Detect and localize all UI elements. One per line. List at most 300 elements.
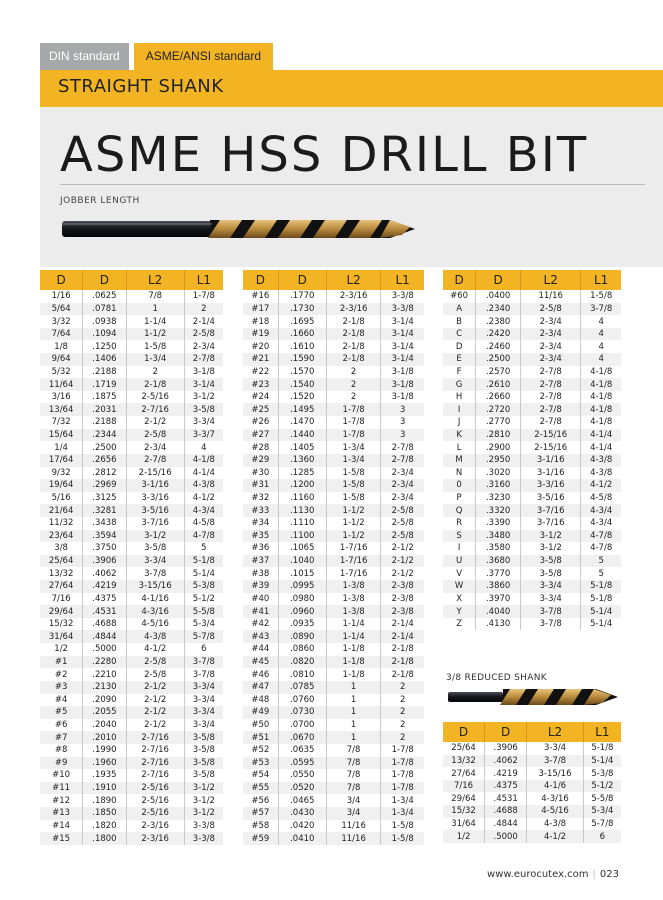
cell-l2: 3-1/2 [126, 530, 184, 543]
cell-d-fraction: 17/64 [40, 454, 83, 467]
page-number: 023 [599, 869, 619, 880]
cell-d-fraction: #19 [243, 328, 278, 341]
cell-l2: 1-1/8 [326, 643, 380, 656]
table-row [443, 315, 621, 328]
cell-d-decimal: .1990 [83, 744, 126, 757]
table-row [40, 656, 223, 669]
cell-d-fraction: 0 [443, 479, 476, 492]
cell-d-fraction: 3/8 [54, 543, 68, 554]
cell-d-fraction: #34 [251, 518, 270, 529]
cell-d-fraction: #30 [251, 467, 270, 478]
cell-l1: 4-1/8 [184, 454, 223, 467]
cell-l1: 3-5/8 [184, 757, 223, 770]
cell-d-decimal: .0625 [83, 290, 126, 303]
table-row [243, 492, 424, 505]
cell-d-decimal: .4844 [83, 630, 126, 643]
cell-d-fraction: #23 [243, 378, 278, 391]
cell-d-decimal: .1850 [83, 807, 126, 820]
cell-l2: 1-1/2 [326, 504, 380, 517]
cell-d-decimal: .4688 [485, 805, 527, 818]
cell-d-fraction: I [457, 543, 461, 554]
cell-d-fraction: #57 [243, 807, 278, 820]
cell-d-fraction: 11/64 [40, 378, 83, 391]
col-header-l2: L2 [521, 270, 581, 290]
cell-l1: 2-3/8 [381, 580, 424, 593]
cell-d-decimal: .1800 [83, 832, 126, 845]
cell-l2: 2 [126, 366, 184, 379]
col-header-l1: L1 [184, 270, 223, 290]
cell-d-decimal: .0935 [278, 618, 326, 631]
cell-l1: 5-3/4 [184, 618, 223, 631]
cell-l2: 2-1/8 [326, 340, 380, 353]
cell-l2: 2-15/16 [521, 429, 581, 442]
table-row [40, 429, 223, 442]
cell-l2: 1-1/2 [326, 517, 380, 530]
cell-d-fraction: #59 [243, 832, 278, 845]
cell-d-fraction: #26 [251, 417, 270, 428]
cell-d-decimal: .0635 [278, 744, 326, 757]
cell-l1: 4-1/8 [581, 416, 621, 429]
cell-d-decimal: .2812 [83, 467, 126, 480]
cell-l2: 1-3/8 [326, 593, 380, 606]
cell-l1: 4-1/4 [184, 467, 223, 480]
cell-d-fraction: #24 [251, 392, 270, 403]
cell-d-decimal: .2969 [83, 479, 126, 492]
cell-d-fraction: #44 [251, 644, 270, 655]
cell-l1: 5-3/4 [583, 805, 621, 818]
table-row [243, 555, 424, 568]
cell-d-fraction: 11/32 [48, 518, 74, 529]
cell-l1: 5-5/8 [583, 792, 621, 805]
cell-d-decimal: .3160 [476, 479, 521, 492]
table-row [40, 378, 223, 391]
table-row [443, 830, 621, 843]
cell-l1: 3-7/8 [581, 303, 621, 316]
col-header-d-fraction: D [243, 270, 278, 290]
cell-l2: 2-1/8 [326, 315, 380, 328]
cell-d-decimal: .1015 [278, 567, 326, 580]
cell-d-decimal: .2344 [83, 429, 126, 442]
table-row [40, 832, 223, 845]
table-row [243, 580, 424, 593]
cell-d-fraction: 29/64 [40, 605, 83, 618]
cell-d-decimal: .3230 [476, 492, 521, 505]
table-row [243, 416, 424, 429]
cell-d-fraction: 27/64 [451, 768, 476, 779]
cell-d-decimal: .1495 [278, 403, 326, 416]
cell-l2: 2-5/8 [126, 668, 184, 681]
cell-l1: 5-1/4 [581, 618, 621, 631]
table-row [443, 767, 621, 780]
cell-d-decimal: .3906 [485, 742, 527, 755]
cell-l1: 3-3/8 [184, 820, 223, 833]
cell-d-fraction: H [455, 392, 463, 403]
cell-l1: 5-1/8 [581, 593, 621, 606]
cell-d-decimal: .0860 [278, 643, 326, 656]
table-row [40, 517, 223, 530]
table-row [243, 504, 424, 517]
cell-d-decimal: .1695 [278, 315, 326, 328]
cell-d-fraction: #36 [251, 543, 270, 554]
table-row [443, 805, 621, 818]
cell-d-fraction: #22 [251, 366, 270, 377]
col-header-l2: L2 [527, 722, 584, 742]
cell-d-decimal: .1040 [278, 555, 326, 568]
cell-d-fraction: C [443, 328, 476, 341]
cell-d-fraction: E [443, 353, 476, 366]
table-header-row [443, 722, 621, 742]
cell-d-fraction: #58 [251, 820, 270, 831]
cell-d-decimal: .2570 [476, 366, 521, 379]
cell-l1: 2-7/8 [381, 454, 424, 467]
cell-l2: 3-7/16 [521, 504, 581, 517]
table-row [40, 467, 223, 480]
cell-l2: 1 [326, 731, 380, 744]
cell-l2: 1-7/16 [326, 542, 380, 555]
table-row [40, 605, 223, 618]
cell-d-decimal: .1719 [83, 378, 126, 391]
table-row [243, 479, 424, 492]
table-row [443, 479, 621, 492]
cell-d-fraction: 23/64 [40, 530, 83, 543]
cell-l1: 3 [381, 403, 424, 416]
page-title: ASME HSS DRILL BIT [60, 127, 589, 183]
cell-l1: 3-1/4 [381, 315, 424, 328]
cell-l1: 3-5/8 [184, 744, 223, 757]
table-row [243, 429, 424, 442]
footer-url[interactable]: www.eurocutex.com [487, 869, 589, 880]
table-row [243, 681, 424, 694]
cell-d-fraction: #53 [243, 757, 278, 770]
cell-l2: 3-1/2 [521, 542, 581, 555]
cell-l2: 7/8 [326, 769, 380, 782]
cell-d-fraction: #21 [243, 353, 278, 366]
cell-l1: 2-5/8 [381, 517, 424, 530]
cell-d-fraction: #46 [251, 669, 270, 680]
table-row [243, 378, 424, 391]
cell-d-decimal: .0781 [83, 303, 126, 316]
cell-l2: 2-7/8 [521, 416, 581, 429]
cell-l1: 3-3/7 [184, 429, 223, 442]
cell-l2: 2-3/4 [521, 340, 581, 353]
cell-l1: 2-3/4 [381, 467, 424, 480]
reduced-shank-label: 3/8 REDUCED SHANK [446, 673, 547, 683]
table-row [443, 403, 621, 416]
col-header-l2: L2 [126, 270, 184, 290]
cell-l2: 1-1/8 [326, 668, 380, 681]
cell-l1: 4-3/8 [581, 454, 621, 467]
cell-l2: 1-5/8 [126, 340, 184, 353]
cell-l1: 2-1/8 [381, 643, 424, 656]
cell-d-fraction: 1/2 [54, 644, 68, 655]
table-row [443, 328, 621, 341]
table-row [443, 818, 621, 831]
table-row [443, 555, 621, 568]
cell-l1: 1-5/8 [581, 290, 621, 303]
table-row [40, 366, 223, 379]
cell-d-decimal: .4062 [83, 567, 126, 580]
cell-d-decimal: .0960 [278, 605, 326, 618]
cell-d-fraction: B [456, 316, 463, 327]
cell-d-decimal: .0980 [278, 593, 326, 606]
cell-l1: 1-3/4 [381, 794, 424, 807]
drill-size-table-1 [40, 270, 223, 845]
cell-l1: 3-5/8 [184, 769, 223, 782]
cell-d-fraction: #9 [40, 757, 83, 770]
cell-d-decimal: .5000 [485, 830, 527, 843]
cell-l1: 2 [381, 681, 424, 694]
cell-d-fraction: 7/32 [51, 417, 71, 428]
cell-d-decimal: .3390 [476, 517, 521, 530]
cell-d-decimal: .2720 [476, 403, 521, 416]
cell-l2: 2-1/2 [126, 706, 184, 719]
page-footer [487, 869, 619, 880]
tab-din-standard[interactable]: DIN standard [40, 43, 129, 70]
cell-l1: 5-7/8 [184, 630, 223, 643]
cell-l2: 4-1/2 [527, 830, 584, 843]
subheading-text: STRAIGHT SHANK [58, 76, 224, 97]
cell-l1: 5-1/4 [581, 605, 621, 618]
table-row [443, 755, 621, 768]
cell-d-fraction: #27 [243, 429, 278, 442]
cell-d-fraction: #12 [52, 795, 71, 806]
cell-l2: 4-3/16 [527, 792, 584, 805]
cell-d-fraction: 19/64 [40, 479, 83, 492]
table-row [40, 290, 223, 303]
cell-d-fraction: #38 [251, 568, 270, 579]
cell-d-fraction: A [443, 303, 476, 316]
cell-d-decimal: .3594 [83, 530, 126, 543]
cell-l1: 2-1/8 [381, 668, 424, 681]
table-row [40, 744, 223, 757]
cell-d-fraction: 1/4 [54, 442, 68, 453]
cell-l1: 4-3/8 [184, 479, 223, 492]
cell-d-fraction: #54 [251, 770, 270, 781]
cell-d-decimal: .1160 [278, 492, 326, 505]
cell-d-decimal: .2420 [476, 328, 521, 341]
cell-d-decimal: .2130 [83, 681, 126, 694]
col-header-d-decimal: D [485, 722, 527, 742]
cell-l1: 3-7/8 [184, 656, 223, 669]
cell-d-fraction: #52 [251, 745, 270, 756]
cell-l2: 2 [326, 366, 380, 379]
cell-d-decimal: .1405 [278, 441, 326, 454]
cell-l1: 3-1/2 [184, 807, 223, 820]
cell-d-decimal: .2500 [476, 353, 521, 366]
cell-d-fraction: 5/32 [51, 366, 71, 377]
cell-d-decimal: .4531 [83, 605, 126, 618]
cell-l1: 3-1/4 [381, 353, 424, 366]
cell-d-decimal: .2055 [83, 706, 126, 719]
col-header-d-fraction: D [443, 722, 485, 742]
table-row [243, 517, 424, 530]
cell-l2: 2-5/16 [126, 782, 184, 795]
cell-d-fraction: 13/32 [48, 568, 74, 579]
cell-d-fraction: U [443, 555, 476, 568]
cell-l1: 4-1/8 [581, 378, 621, 391]
cell-d-decimal: .0938 [83, 315, 126, 328]
cell-d-decimal: .2810 [476, 429, 521, 442]
table-row [443, 353, 621, 366]
cell-l2: 2-7/16 [126, 757, 184, 770]
table-row [243, 290, 424, 303]
cell-l1: 4-3/4 [581, 517, 621, 530]
table-row [243, 467, 424, 480]
col-header-l2: L2 [326, 270, 380, 290]
cell-l1: 4 [581, 340, 621, 353]
table-row [40, 769, 223, 782]
table-row [243, 441, 424, 454]
cell-l2: 4-1/2 [126, 643, 184, 656]
tab-asme-standard[interactable]: ASME/ANSI standard [134, 43, 273, 70]
cell-l2: 2 [326, 391, 380, 404]
table-row [40, 315, 223, 328]
cell-d-fraction: #4 [54, 694, 68, 705]
cell-l2: 3-1/16 [521, 467, 581, 480]
table-row [40, 479, 223, 492]
cell-d-fraction: #50 [251, 720, 270, 731]
cell-l2: 2-5/8 [126, 429, 184, 442]
table-row [243, 668, 424, 681]
table-row [443, 530, 621, 543]
cell-l1: 1-3/4 [381, 807, 424, 820]
cell-l2: 3-3/4 [126, 555, 184, 568]
cell-l2: 1-1/4 [126, 315, 184, 328]
cell-d-decimal: .2380 [476, 315, 521, 328]
cell-d-decimal: .3970 [476, 593, 521, 606]
cell-l2: 2-7/16 [126, 744, 184, 757]
cell-l1: 3-5/8 [184, 731, 223, 744]
cell-d-decimal: .3770 [476, 567, 521, 580]
cell-l2: 2-3/16 [326, 290, 380, 303]
cell-l2: 1-3/4 [326, 441, 380, 454]
cell-d-decimal: .2660 [476, 391, 521, 404]
cell-d-decimal: .1590 [278, 353, 326, 366]
cell-d-fraction: #39 [243, 580, 278, 593]
cell-d-fraction: 5/16 [51, 493, 71, 504]
table-row [40, 618, 223, 631]
table-row [40, 757, 223, 770]
table-row [243, 643, 424, 656]
cell-l2: 3-15/16 [126, 580, 184, 593]
cell-d-decimal: .1360 [278, 454, 326, 467]
cell-l1: 2 [381, 719, 424, 732]
cell-d-decimal: .4219 [83, 580, 126, 593]
cell-d-fraction: 3/32 [51, 316, 71, 327]
cell-l1: 3-1/8 [184, 366, 223, 379]
cell-d-fraction: #56 [251, 795, 270, 806]
cell-l2: 3-7/8 [521, 618, 581, 631]
cell-l2: 3-5/16 [521, 492, 581, 505]
cell-l2: 1-5/8 [326, 467, 380, 480]
cell-l1: 5-1/8 [581, 580, 621, 593]
cell-d-fraction: Q [443, 504, 476, 517]
cell-d-fraction: #40 [251, 593, 270, 604]
table-row [40, 492, 223, 505]
table-row [443, 454, 621, 467]
col-header-l1: L1 [581, 270, 621, 290]
cell-l1: 3-3/4 [184, 681, 223, 694]
cell-d-fraction: #13 [40, 807, 83, 820]
cell-d-decimal: .3281 [83, 504, 126, 517]
table-row [40, 593, 223, 606]
table-row [243, 315, 424, 328]
cell-l2: 3-1/16 [126, 479, 184, 492]
cell-d-decimal: .0700 [278, 719, 326, 732]
table-row [243, 820, 424, 833]
cell-l1: 3-1/8 [381, 366, 424, 379]
cell-l2: 2 [326, 378, 380, 391]
table-row [40, 303, 223, 316]
cell-d-fraction: #43 [243, 630, 278, 643]
table-row [243, 807, 424, 820]
cell-l1: 4-1/4 [581, 429, 621, 442]
cell-l1: 5-3/8 [583, 767, 621, 780]
cell-d-decimal: .1935 [83, 769, 126, 782]
cell-d-decimal: .2280 [83, 656, 126, 669]
cell-d-decimal: .0420 [278, 820, 326, 833]
cell-d-fraction: #49 [243, 706, 278, 719]
cell-d-decimal: .0670 [278, 731, 326, 744]
cell-d-decimal: .2460 [476, 340, 521, 353]
cell-l2: 7/8 [126, 290, 184, 303]
table-row [443, 303, 621, 316]
cell-l1: 4-3/8 [581, 467, 621, 480]
cell-l2: 7/8 [326, 744, 380, 757]
cell-d-decimal: .1570 [278, 366, 326, 379]
cell-l1: 3 [381, 429, 424, 442]
table-row [40, 416, 223, 429]
cell-d-fraction: #1 [40, 656, 83, 669]
cell-d-fraction: #60 [450, 291, 469, 302]
cell-d-decimal: .1890 [83, 794, 126, 807]
drill-size-table-3 [443, 270, 621, 630]
cell-d-fraction: I [443, 403, 476, 416]
table-row [443, 567, 621, 580]
cell-l2: 2-15/16 [126, 467, 184, 480]
cell-d-fraction: M [443, 454, 476, 467]
cell-d-fraction: 1/16 [51, 291, 71, 302]
table-row [40, 454, 223, 467]
cell-l1: 4 [581, 315, 621, 328]
cell-d-fraction: 13/32 [443, 755, 485, 768]
cell-d-fraction: Z [456, 619, 463, 630]
cell-d-fraction: 27/64 [40, 580, 83, 593]
cell-d-decimal: .4219 [485, 767, 527, 780]
reduced-shank-table [443, 722, 621, 843]
cell-d-decimal: .0410 [278, 832, 326, 845]
table-row [443, 780, 621, 793]
cell-d-fraction: 21/64 [40, 504, 83, 517]
table-row [443, 593, 621, 606]
col-header-d-decimal: D [83, 270, 126, 290]
cell-l1: 3-3/8 [381, 290, 424, 303]
cell-d-decimal: .1470 [278, 416, 326, 429]
cell-l2: 7/8 [326, 782, 380, 795]
cell-d-decimal: .2010 [83, 731, 126, 744]
cell-l2: 1-1/8 [326, 656, 380, 669]
cell-l1: 5-1/4 [583, 755, 621, 768]
cell-l1: 1-5/8 [381, 832, 424, 845]
cell-d-decimal: .2040 [83, 719, 126, 732]
table-row [243, 593, 424, 606]
cell-d-fraction: #16 [251, 291, 270, 302]
table-row [243, 403, 424, 416]
cell-l2: 11/16 [521, 290, 581, 303]
cell-d-decimal: .0550 [278, 769, 326, 782]
cell-l1: 1-7/8 [381, 744, 424, 757]
cell-d-fraction: 25/64 [451, 743, 476, 754]
